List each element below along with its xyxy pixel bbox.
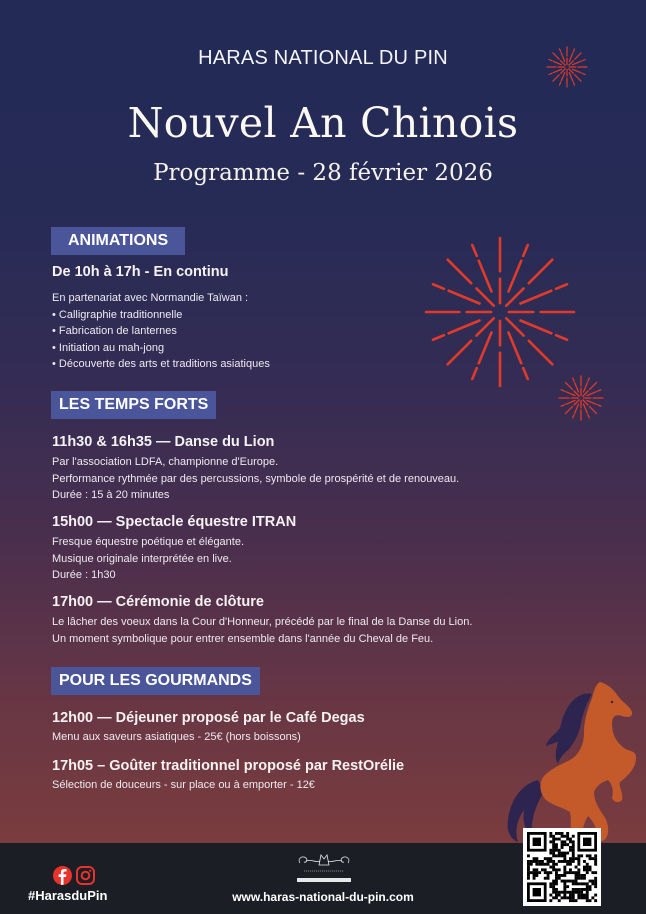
section-badge-gourmands: POUR LES GOURMANDS: [51, 667, 260, 695]
horse-illustration: [500, 672, 646, 843]
event-line: Le lâcher des voeux dans la Cour d'Honneur, précédé par le final de la Danse du Lion.: [52, 616, 473, 628]
event-line: Fresque équestre poétique et élégante.: [52, 536, 245, 548]
food-line: Menu aux saveurs asiatiques - 25€ (hors boissons): [52, 731, 301, 743]
event-line: Durée : 1h30: [52, 569, 116, 581]
animations-line: • Initiation au mah-jong: [52, 341, 165, 354]
event-heading: 11h30 & 16h35 — Danse du Lion: [52, 434, 275, 450]
food-heading: 17h05 – Goûter traditionnel proposé par RestOrélie: [52, 758, 405, 774]
animations-line: • Fabrication de lanternes: [52, 325, 177, 337]
website-link[interactable]: www.haras-national-du-pin.com: [232, 890, 414, 904]
food-line: Sélection de douceurs - sur place ou à emporter - 12€: [52, 779, 315, 791]
event-line: Performance rythmée par des percussions, symbole de prospérité et de renouveau.: [52, 472, 460, 485]
event-line: Un moment symbolique pour entrer ensemble dans l'année du Cheval de Feu.: [52, 632, 434, 645]
event-line: Durée : 15 à 20 minutes: [52, 489, 170, 501]
event-heading: 15h00 — Spectacle équestre ITRAN: [52, 514, 297, 530]
event-line: Musique originale interprétée en live.: [52, 552, 232, 565]
animations-line: En partenariat avec Normandie Taïwan :: [52, 292, 249, 304]
section-badge-temps-forts: LES TEMPS FORTS: [51, 391, 216, 419]
haras-logo: [294, 853, 354, 885]
qr-code[interactable]: [523, 828, 601, 906]
animations-line: • Découverte des arts et traditions asiatiques: [52, 358, 270, 370]
firework-small-icon: [557, 374, 605, 422]
firework-large-icon: [424, 236, 576, 388]
food-heading: 12h00 — Déjeuner proposé par le Café Degas: [52, 710, 365, 726]
animations-heading: De 10h à 17h - En continu: [52, 264, 229, 280]
animations-line: • Calligraphie traditionnelle: [52, 308, 183, 321]
page-subtitle: Programme - 28 février 2026: [153, 160, 493, 186]
hashtag: #HarasduPin: [28, 888, 108, 903]
event-line: Par l'association LDFA, championne d'Europe.: [52, 456, 279, 468]
event-heading: 17h00 — Cérémonie de clôture: [52, 594, 264, 610]
facebook-icon[interactable]: [53, 866, 72, 885]
organization-name: HARAS NATIONAL DU PIN: [198, 47, 448, 69]
instagram-icon[interactable]: [76, 866, 95, 885]
section-badge-animations: ANIMATIONS: [51, 227, 185, 255]
page-title: Nouvel An Chinois: [127, 99, 519, 147]
